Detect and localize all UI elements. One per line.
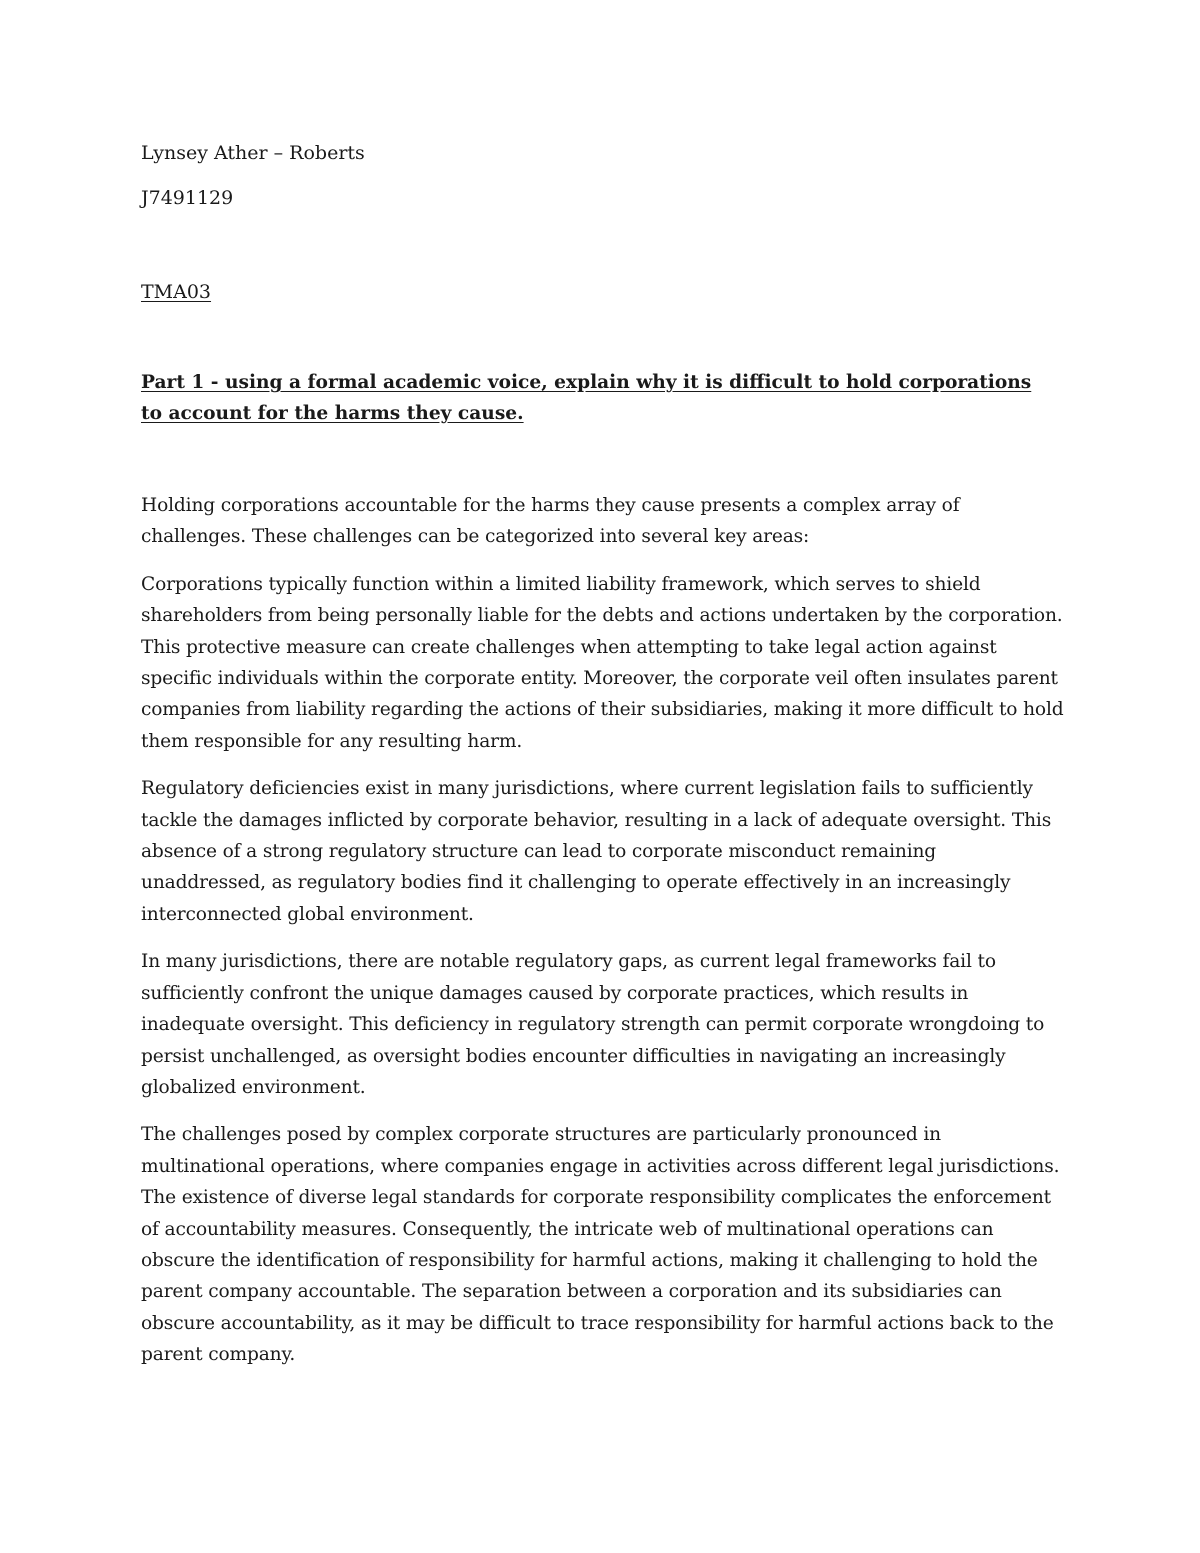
student-id: J7491129 <box>141 187 234 209</box>
paragraph-intro: Holding corporations accountable for the harms they cause presents a complex array of challenges. These challenges can be categorized into several key areas: <box>141 495 960 548</box>
paragraph-corporate-structures: The challenges posed by complex corporate structures are particularly pronounced in multinational operations, where companies engage in activities across different legal jurisdictions. The existence of diverse legal standards for corporate responsibility complicates the enforcement of accountability measures. Consequently, the intricate web of multinational operations can obscure the identification of responsibility for harmful actions, making it challenging to hold the parent company accountable. The separation between a corporation and its subsidiaries can obscure accountability, as it may be difficult to trace responsibility for harmful actions back to the parent company. <box>141 1124 1060 1366</box>
paragraph-regulatory-deficiencies: Regulatory deficiencies exist in many jurisdictions, where current legislation fails to sufficiently tackle the damages inflicted by corporate behavior, resulting in a lack of adequate oversight. This absence of a strong regulatory structure can lead to corporate misconduct remaining unaddressed, as regulatory bodies find it challenging to operate effectively in an increasingly interconnected global environment. <box>141 778 1052 925</box>
assignment-title: TMA03 <box>141 281 212 303</box>
paragraph-regulatory-gaps: In many jurisdictions, there are notable regulatory gaps, as current legal frameworks fail to sufficiently confront the unique damages caused by corporate practices, which results in inadequate oversight. This deficiency in regulatory strength can permit corporate wrongdoing to persist unchallenged, as oversight bodies encounter difficulties in navigating an increasingly globalized environment. <box>141 951 1045 1098</box>
author-name: Lynsey Ather – Roberts <box>141 142 365 164</box>
paragraph-limited-liability: Corporations typically function within a limited liability framework, which serves to shield shareholders from being personally liable for the debts and actions undertaken by the corporation. This protective measure can create challenges when attempting to take legal action against specific individuals within the corporate entity. Moreover, the corporate veil often insulates parent companies from liability regarding the actions of their subsidiaries, making it more difficult to hold them responsible for any resulting harm. <box>141 573 1064 752</box>
part-heading: Part 1 - using a formal academic voice, explain why it is difficult to hold corporations to account for the harms they cause. <box>141 372 1032 424</box>
document-content <box>141 138 1071 1371</box>
